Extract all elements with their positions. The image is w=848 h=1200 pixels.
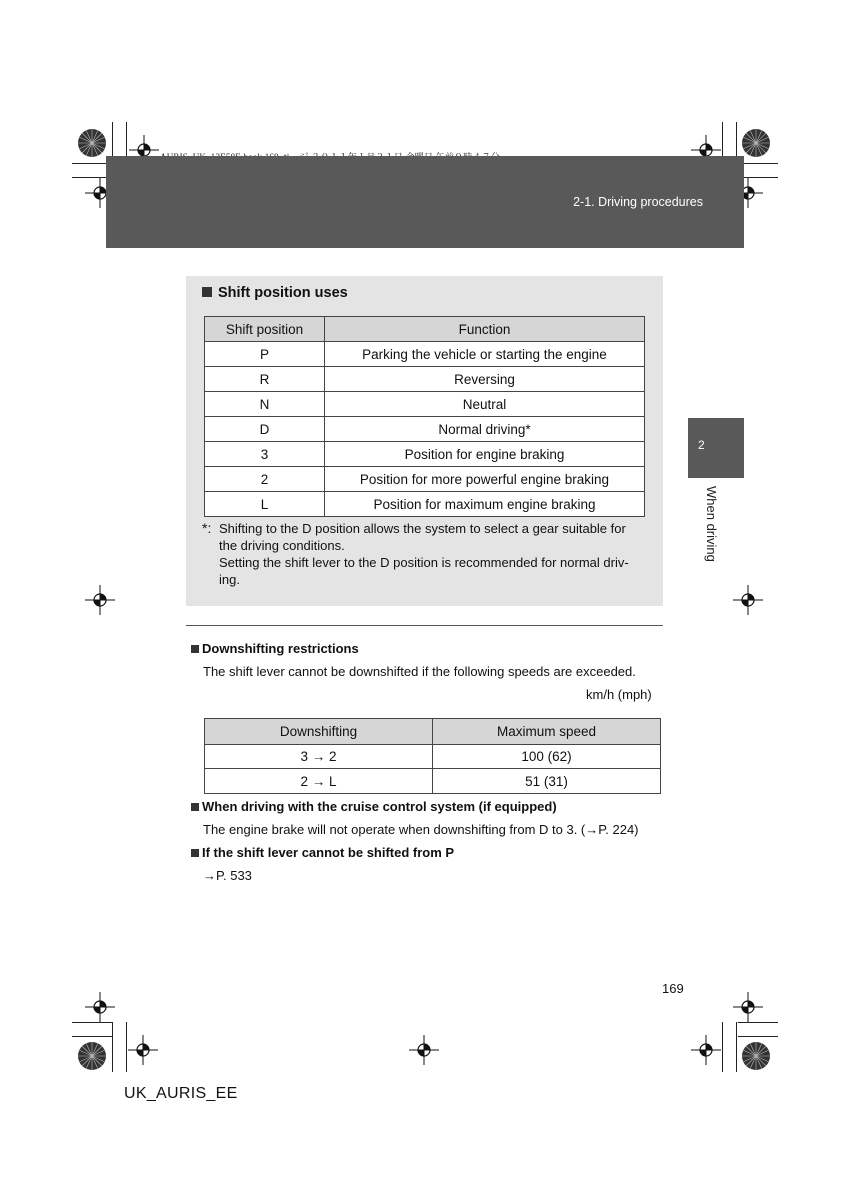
registration-mark-icon [733,992,763,1022]
function-cell: Normal driving* [325,417,645,442]
shift-position-cell: L [205,492,325,517]
starburst-mark-icon [77,1041,107,1071]
footnote-mark: *: [202,520,212,536]
square-bullet-icon [202,287,212,297]
function-cell: Position for more powerful engine braking [325,467,645,492]
function-cell: Reversing [325,367,645,392]
registration-mark-icon [128,1035,158,1065]
starburst-mark-icon [741,1041,771,1071]
max-speed-cell: 100 (62) [433,745,661,769]
downshift-text: The shift lever cannot be downshifted if the following speeds are exceeded. [203,664,636,679]
shift-position-cell: 3 [205,442,325,467]
square-bullet-icon [191,645,199,653]
shift-position-cell: R [205,367,325,392]
footnote-line: ing. [219,572,240,587]
shift-position-cell: 2 [205,467,325,492]
downshift-heading [191,641,359,656]
registration-mark-icon [85,585,115,615]
square-bullet-icon [191,803,199,811]
page-number: 169 [662,981,684,996]
registration-mark-icon [733,585,763,615]
document-code: UK_AURIS_EE [124,1085,238,1102]
footnote-line: Shifting to the D position allows the system to select a gear suitable for [219,521,626,536]
registration-mark-icon [691,1035,721,1065]
footnote-line: Setting the shift lever to the D position is recommended for normal driv- [219,555,629,570]
cruise-heading [191,799,557,814]
shift-position-table [204,316,645,517]
table-row [205,342,645,367]
function-cell: Neutral [325,392,645,417]
starburst-mark-icon [77,128,107,158]
table-row [205,417,645,442]
table-row [205,442,645,467]
cruise-heading-text: When driving with the cruise control system (if equipped) [202,799,557,814]
downshift-table [204,718,661,794]
shift-position-cell: P [205,342,325,367]
table-row [205,769,661,794]
function-cell: Position for maximum engine braking [325,492,645,517]
shift-stuck-heading-text: If the shift lever cannot be shifted from P [202,845,455,860]
section-title: 2-1. Driving procedures [573,195,703,209]
function-cell: Parking the vehicle or starting the engine [325,342,645,367]
chapter-label: When driving [704,486,719,562]
shift-position-cell: N [205,392,325,417]
square-bullet-icon [191,849,199,857]
starburst-mark-icon [741,128,771,158]
downshift-cell: 3 → 2 [205,745,433,769]
column-header: Function [325,317,645,342]
footnote-line: the driving conditions. [219,538,345,553]
footnote [202,520,647,588]
downshift-cell: 2 → L [205,769,433,794]
chapter-number: 2 [698,438,705,452]
registration-mark-icon [85,992,115,1022]
function-cell: Position for engine braking [325,442,645,467]
table-row [205,467,645,492]
table-row [205,745,661,769]
shift-position-heading-text: Shift position uses [218,285,348,301]
section-divider [186,625,663,626]
shift-position-cell: D [205,417,325,442]
table-row [205,367,645,392]
downshift-heading-text: Downshifting restrictions [202,641,359,656]
column-header: Downshifting [205,719,433,745]
max-speed-cell: 51 (31) [433,769,661,794]
registration-mark-icon [409,1035,439,1065]
section-header-bar [106,156,744,248]
column-header: Shift position [205,317,325,342]
chapter-tab [688,418,744,478]
speed-unit: km/h (mph) [586,687,652,702]
cruise-text: The engine brake will not operate when downshifting from D to 3. (→P. 224) [203,822,639,837]
shift-stuck-reference-link[interactable]: →P. 533 [203,868,252,883]
shift-stuck-heading [191,845,454,860]
shift-position-heading [202,285,348,301]
shift-position-panel [186,276,663,606]
table-row [205,392,645,417]
column-header: Maximum speed [433,719,661,745]
table-row [205,492,645,517]
